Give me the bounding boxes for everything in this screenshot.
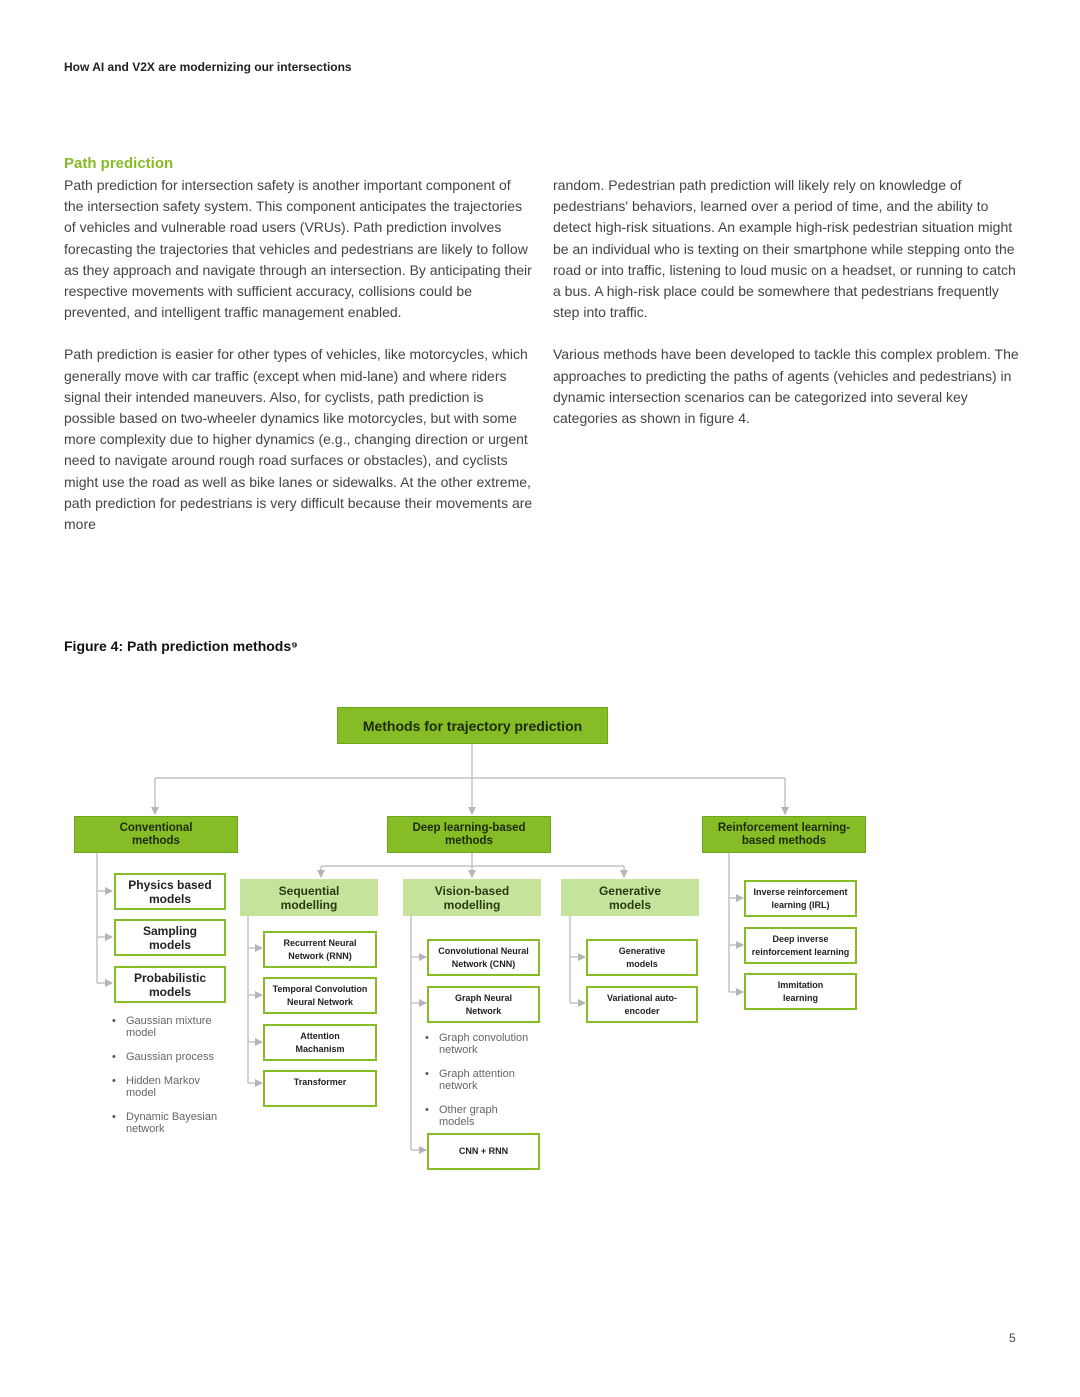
right-paragraph-2: Various methods have been developed to tackle this complex problem. The approaches to predicting the paths of agents (vehicles and pedestrians) in dynamic intersection scenarios can be categorized into several key categories as shown in figure 4. [553,346,1019,427]
cnn-box: Convolutional Neural Network (CNN) [427,939,540,976]
graph-bullets [425,1032,543,1140]
root-node [337,707,608,744]
root-node-label: Methods for trajectory prediction [362,717,583,734]
vae-box: Variational auto-encoder [586,986,698,1023]
vision-modelling-node: Vision-based modelling [403,879,541,916]
page-number: 5 [1009,1331,1016,1345]
generative-models-box: Generative models [586,939,698,976]
bullet-graph-attention: • Graph attention network [425,1068,543,1092]
gnn-box: Graph Neural Network [427,986,540,1023]
physics-based-models-box: Physics based models [114,873,226,910]
cnn-rnn-box: CNN + RNN [427,1133,540,1170]
reinforcement-methods-node: Reinforcement learning-based methods [702,816,866,853]
left-paragraph-1: Path prediction for intersection safety is another important component of the intersection safety system. This component anticipates the trajectories of vehicles and vulnerable road users (VRUs). Path prediction involves forecasting the trajectories that vehicles and pedestrians are likely to follow as they approach and navigate through an intersection. By anticipating their respective movements with sufficient accuracy, collisions could be prevented, and intelligent traffic management enabled. [64,177,532,321]
sampling-models-box: Sampling models [114,919,226,956]
section-title: Path prediction [64,155,174,172]
sequential-modelling-node: Sequential modelling [240,879,378,916]
rnn-box: Recurrent Neural Network (RNN) [263,931,377,968]
attention-box: Attention Machanism [263,1024,377,1061]
transformer-box: Transformer [263,1070,377,1107]
running-header: How AI and V2X are modernizing our intersections [64,60,352,74]
generative-models-node: Generative models [561,879,699,916]
right-paragraph-1: random. Pedestrian path prediction will likely rely on knowledge of pedestrians' behaviors, learned over a period of time, and the ability to detect high-risk situations. An example high-risk pedestrian situation might be an individual who is texting on their smartphone while stepping onto the road or into traffic, listening to loud music on a headset, or running to catch a bus. A high-risk place could be somewhere that pedestrians frequently step into traffic. [553,177,1016,321]
probabilistic-bullets [112,1015,230,1147]
figure-title: Figure 4: Path prediction methods⁹ [64,638,298,654]
deep-irl-box: Deep inverse reinforcement learning [744,927,857,964]
deep-learning-methods-node: Deep learning-based methods [387,816,551,853]
tcn-box: Temporal Convolution Neural Network [263,977,377,1014]
bullet-gaussian-process: • Gaussian process [112,1051,230,1063]
bullet-other-graph: • Other graph models [425,1104,511,1128]
probabilistic-models-box: Probabilistic models [114,966,226,1003]
irl-box: Inverse reinforcement learning (IRL) [744,880,857,917]
left-paragraph-2: Path prediction is easier for other types of vehicles, like motorcycles, which generally move with car traffic (except when mid-lane) and where riders signal their intended maneuvers. Also, for cyclists, path prediction is possible based on two-wheeler dynamics like motorcycles, but with some more complexity due to higher dynamics (e.g., changing direction or urgent need to navigate around rough road surfaces or obstacles), and cyclists might use the road as well as bike lanes or sidewalks. At the other extreme, path prediction for pedestrians is very difficult because their movements are more [64,346,533,533]
bullet-dynamic-bayesian: • Dynamic Bayesian network [112,1111,230,1135]
bullet-gaussian-mixture: • Gaussian mixture model [112,1015,230,1039]
conventional-methods-node: Conventional methods [74,816,238,853]
bullet-hidden-markov: • Hidden Markov model [112,1075,230,1099]
imitation-learning-box: Immitation learning [744,973,857,1010]
bullet-graph-convolution: • Graph convolution network [425,1032,543,1056]
